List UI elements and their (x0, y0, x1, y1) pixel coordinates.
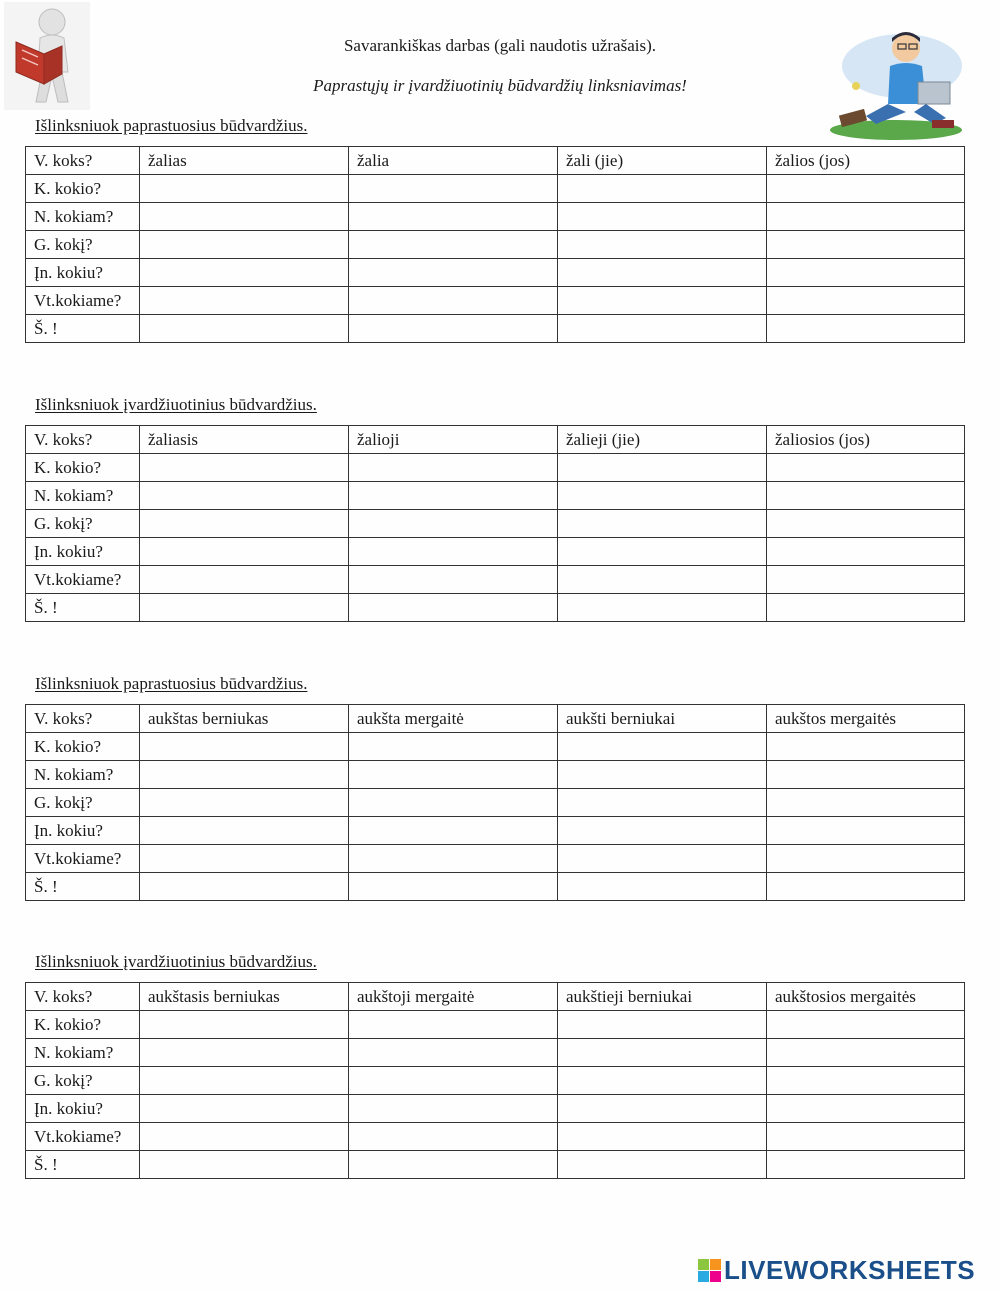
section-heading: Išlinksniuok įvardžiuotinius būdvardžius. (35, 395, 317, 414)
case-label: Vt.kokiame? (26, 287, 140, 315)
liveworksheets-logo[interactable] (698, 1255, 998, 1285)
table-row (26, 789, 965, 817)
answer-cell[interactable] (140, 1067, 349, 1095)
answer-cell[interactable] (349, 287, 558, 315)
declension-table (25, 146, 965, 343)
answer-cell[interactable] (558, 175, 767, 203)
answer-cell[interactable] (349, 733, 558, 761)
answer-cell[interactable] (140, 1123, 349, 1151)
given-form-cell: žalia (349, 147, 558, 175)
table-row (26, 1151, 965, 1179)
answer-cell[interactable] (767, 538, 965, 566)
answer-cell[interactable] (767, 1095, 965, 1123)
logo-block (710, 1271, 721, 1282)
answer-cell[interactable] (349, 510, 558, 538)
case-label: Vt.kokiame? (26, 1123, 140, 1151)
answer-cell[interactable] (349, 566, 558, 594)
answer-cell[interactable] (558, 1067, 767, 1095)
table-row (26, 705, 965, 733)
answer-cell[interactable] (349, 1039, 558, 1067)
section-heading: Išlinksniuok paprastuosius būdvardžius. (35, 674, 308, 693)
answer-cell[interactable] (349, 873, 558, 901)
answer-cell[interactable] (767, 1151, 965, 1179)
answer-cell[interactable] (767, 1123, 965, 1151)
answer-cell[interactable] (558, 845, 767, 873)
worksheet-subtitle: Paprastųjų ir įvardžiuotinių būdvardžių linksniavimas! (313, 76, 687, 95)
answer-cell[interactable] (140, 175, 349, 203)
answer-cell[interactable] (767, 315, 965, 343)
answer-cell[interactable] (140, 259, 349, 287)
case-label: K. kokio? (26, 1011, 140, 1039)
answer-cell[interactable] (558, 566, 767, 594)
answer-cell[interactable] (140, 287, 349, 315)
answer-cell[interactable] (767, 1067, 965, 1095)
answer-cell[interactable] (767, 259, 965, 287)
answer-cell[interactable] (767, 175, 965, 203)
answer-cell[interactable] (558, 454, 767, 482)
case-label: N. kokiam? (26, 1039, 140, 1067)
case-label: Š. ! (26, 594, 140, 622)
table-row (26, 426, 965, 454)
logo-block (698, 1271, 709, 1282)
table-row (26, 1011, 965, 1039)
given-form-cell: aukštosios mergaitės (767, 983, 965, 1011)
answer-cell[interactable] (140, 231, 349, 259)
answer-cell[interactable] (558, 203, 767, 231)
table-row (26, 510, 965, 538)
answer-cell[interactable] (349, 315, 558, 343)
given-form-cell: aukštieji berniukai (558, 983, 767, 1011)
answer-cell[interactable] (558, 538, 767, 566)
case-label: Įn. kokiu? (26, 259, 140, 287)
given-form-cell: aukštoji mergaitė (349, 983, 558, 1011)
answer-cell[interactable] (140, 789, 349, 817)
answer-cell[interactable] (140, 315, 349, 343)
answer-cell[interactable] (349, 1151, 558, 1179)
answer-cell[interactable] (558, 761, 767, 789)
logo-block (710, 1259, 721, 1270)
declension-table (25, 704, 965, 901)
table-row (26, 147, 965, 175)
answer-cell[interactable] (558, 1095, 767, 1123)
given-form-cell: aukšta mergaitė (349, 705, 558, 733)
answer-cell[interactable] (558, 733, 767, 761)
declension-table (25, 982, 965, 1179)
answer-cell[interactable] (349, 538, 558, 566)
case-label: Įn. kokiu? (26, 1095, 140, 1123)
answer-cell[interactable] (349, 1011, 558, 1039)
answer-cell[interactable] (558, 789, 767, 817)
table-row (26, 287, 965, 315)
answer-cell[interactable] (140, 761, 349, 789)
answer-cell[interactable] (349, 845, 558, 873)
answer-cell[interactable] (349, 761, 558, 789)
case-label: N. kokiam? (26, 203, 140, 231)
table-row (26, 983, 965, 1011)
answer-cell[interactable] (140, 1039, 349, 1067)
answer-cell[interactable] (349, 203, 558, 231)
answer-cell[interactable] (767, 761, 965, 789)
case-label: V. koks? (26, 983, 140, 1011)
case-label: K. kokio? (26, 175, 140, 203)
answer-cell[interactable] (140, 203, 349, 231)
answer-cell[interactable] (349, 482, 558, 510)
answer-cell[interactable] (767, 203, 965, 231)
answer-cell[interactable] (558, 259, 767, 287)
case-label: G. kokį? (26, 1067, 140, 1095)
answer-cell[interactable] (558, 510, 767, 538)
answer-cell[interactable] (140, 1095, 349, 1123)
answer-cell[interactable] (558, 1011, 767, 1039)
table-row (26, 594, 965, 622)
table-row (26, 1095, 965, 1123)
answer-cell[interactable] (767, 817, 965, 845)
case-label: Š. ! (26, 1151, 140, 1179)
answer-cell[interactable] (140, 594, 349, 622)
table-row (26, 259, 965, 287)
table-row (26, 873, 965, 901)
answer-cell[interactable] (767, 231, 965, 259)
answer-cell[interactable] (140, 845, 349, 873)
table-row (26, 538, 965, 566)
case-label: Vt.kokiame? (26, 566, 140, 594)
table-row (26, 482, 965, 510)
section-heading: Išlinksniuok įvardžiuotinius būdvardžius. (35, 952, 317, 971)
given-form-cell: aukštas berniukas (140, 705, 349, 733)
table-row (26, 761, 965, 789)
table-row (26, 1123, 965, 1151)
answer-cell[interactable] (558, 231, 767, 259)
given-form-cell: žaliosios (jos) (767, 426, 965, 454)
given-form-cell: aukšti berniukai (558, 705, 767, 733)
case-label: Įn. kokiu? (26, 538, 140, 566)
answer-cell[interactable] (767, 1039, 965, 1067)
case-label: K. kokio? (26, 733, 140, 761)
given-form-cell: žali (jie) (558, 147, 767, 175)
logo-blocks-icon (698, 1259, 721, 1282)
table-row (26, 845, 965, 873)
answer-cell[interactable] (140, 1011, 349, 1039)
brand-name: LIVEWORKSHEETS (724, 1254, 976, 1285)
answer-cell[interactable] (767, 733, 965, 761)
answer-cell[interactable] (349, 259, 558, 287)
answer-cell[interactable] (558, 482, 767, 510)
table-row (26, 566, 965, 594)
answer-cell[interactable] (558, 873, 767, 901)
answer-cell[interactable] (140, 566, 349, 594)
case-label: V. koks? (26, 147, 140, 175)
table-row (26, 1067, 965, 1095)
case-label: K. kokio? (26, 454, 140, 482)
answer-cell[interactable] (767, 454, 965, 482)
answer-cell[interactable] (349, 1067, 558, 1095)
given-form-cell: žalias (140, 147, 349, 175)
table-row (26, 454, 965, 482)
case-label: Įn. kokiu? (26, 817, 140, 845)
table-row (26, 231, 965, 259)
answer-cell[interactable] (349, 789, 558, 817)
case-label: G. kokį? (26, 789, 140, 817)
answer-cell[interactable] (767, 482, 965, 510)
answer-cell[interactable] (558, 817, 767, 845)
answer-cell[interactable] (558, 315, 767, 343)
answer-cell[interactable] (349, 454, 558, 482)
answer-cell[interactable] (558, 1123, 767, 1151)
given-form-cell: žaliasis (140, 426, 349, 454)
table-row (26, 175, 965, 203)
answer-cell[interactable] (767, 1011, 965, 1039)
answer-cell[interactable] (558, 1151, 767, 1179)
answer-cell[interactable] (140, 538, 349, 566)
answer-cell[interactable] (140, 510, 349, 538)
case-label: V. koks? (26, 426, 140, 454)
logo-block (698, 1259, 709, 1270)
table-row (26, 203, 965, 231)
answer-cell[interactable] (349, 231, 558, 259)
table-row (26, 315, 965, 343)
table-row (26, 733, 965, 761)
given-form-cell: aukštos mergaitės (767, 705, 965, 733)
answer-cell[interactable] (558, 287, 767, 315)
case-label: Vt.kokiame? (26, 845, 140, 873)
answer-cell[interactable] (140, 482, 349, 510)
declension-table (25, 425, 965, 622)
answer-cell[interactable] (349, 175, 558, 203)
answer-cell[interactable] (140, 873, 349, 901)
student-with-laptop-icon (826, 26, 964, 140)
answer-cell[interactable] (349, 817, 558, 845)
case-label: Š. ! (26, 315, 140, 343)
case-label: G. kokį? (26, 231, 140, 259)
given-form-cell: žalios (jos) (767, 147, 965, 175)
case-label: V. koks? (26, 705, 140, 733)
answer-cell[interactable] (767, 287, 965, 315)
answer-cell[interactable] (140, 817, 349, 845)
answer-cell[interactable] (140, 454, 349, 482)
answer-cell[interactable] (558, 1039, 767, 1067)
answer-cell[interactable] (140, 1151, 349, 1179)
given-form-cell: aukštasis berniukas (140, 983, 349, 1011)
answer-cell[interactable] (767, 789, 965, 817)
answer-cell[interactable] (558, 594, 767, 622)
answer-cell[interactable] (140, 733, 349, 761)
given-form-cell: žalioji (349, 426, 558, 454)
worksheet-title: Savarankiškas darbas (gali naudotis užrašais). (343, 36, 657, 55)
answer-cell[interactable] (767, 566, 965, 594)
answer-cell[interactable] (767, 845, 965, 873)
answer-cell[interactable] (767, 594, 965, 622)
section-heading: Išlinksniuok paprastuosius būdvardžius. (35, 116, 308, 135)
case-label: N. kokiam? (26, 482, 140, 510)
answer-cell[interactable] (349, 1095, 558, 1123)
answer-cell[interactable] (767, 873, 965, 901)
case-label: Š. ! (26, 873, 140, 901)
case-label: G. kokį? (26, 510, 140, 538)
answer-cell[interactable] (767, 510, 965, 538)
table-row (26, 817, 965, 845)
table-row (26, 1039, 965, 1067)
answer-cell[interactable] (349, 594, 558, 622)
given-form-cell: žalieji (jie) (558, 426, 767, 454)
answer-cell[interactable] (349, 1123, 558, 1151)
case-label: N. kokiam? (26, 761, 140, 789)
